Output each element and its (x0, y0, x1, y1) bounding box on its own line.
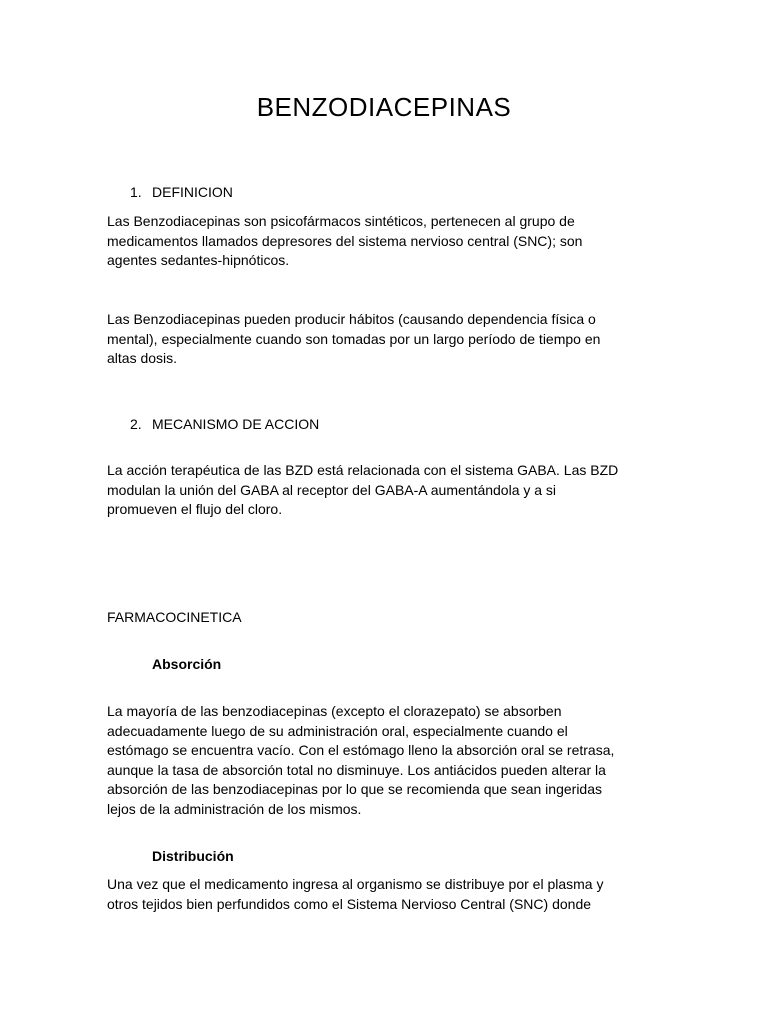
paragraph-mecanismo: La acción terapéutica de las BZD está relacionada con el sistema GABA. Las BZD modulan la unión del GABA al receptor del GABA-A aumentándola y a si promueven el flujo del cloro. (107, 462, 619, 518)
distribucion-paragraph: Una vez que el medicamento ingresa al organismo se distribuye por el plasma y otros tejidos bien perfundidos como el Sistema Nervioso Central (SNC) donde (107, 876, 604, 912)
distribucion-heading: Distribución (152, 848, 234, 864)
document-title: BENZODIACEPINAS (256, 92, 512, 122)
section-heading-definicion (130, 182, 233, 202)
section-heading-text: DEFINICION (152, 184, 233, 200)
section-number: 1. (130, 184, 142, 200)
paragraph-definicion-2: Las Benzodiacepinas pueden producir hábitos (causando dependencia física o mental), especialmente cuando son tomadas por un largo período de tiempo en altas dosis. (107, 311, 601, 367)
section-heading-text: MECANISMO DE ACCION (152, 416, 320, 432)
section-heading-mecanismo (130, 414, 319, 434)
farmacocinetica-heading: FARMACOCINETICA (107, 609, 242, 625)
absorcion-paragraph: La mayoría de las benzodiacepinas (excepto el clorazepato) se absorben adecuadamente luego de su administración oral, especialmente cuando el estómago se encuentra vacío. Con el estómago lleno la absorción oral se retrasa, aunque la tasa de absorción total no disminuye. Los antiácidos pueden alterar la absorción de las benzodiacepinas por lo que se recomienda que sean ingeridas lejos de la administración de los mismos. (107, 703, 615, 817)
absorcion-heading: Absorción (152, 656, 222, 672)
section-number: 2. (130, 416, 142, 432)
paragraph-definicion-1: Las Benzodiacepinas son psicofármacos sintéticos, pertenecen al grupo de medicamentos llamados depresores del sistema nervioso central (SNC); son agentes sedantes-hipnóticos. (107, 213, 583, 269)
